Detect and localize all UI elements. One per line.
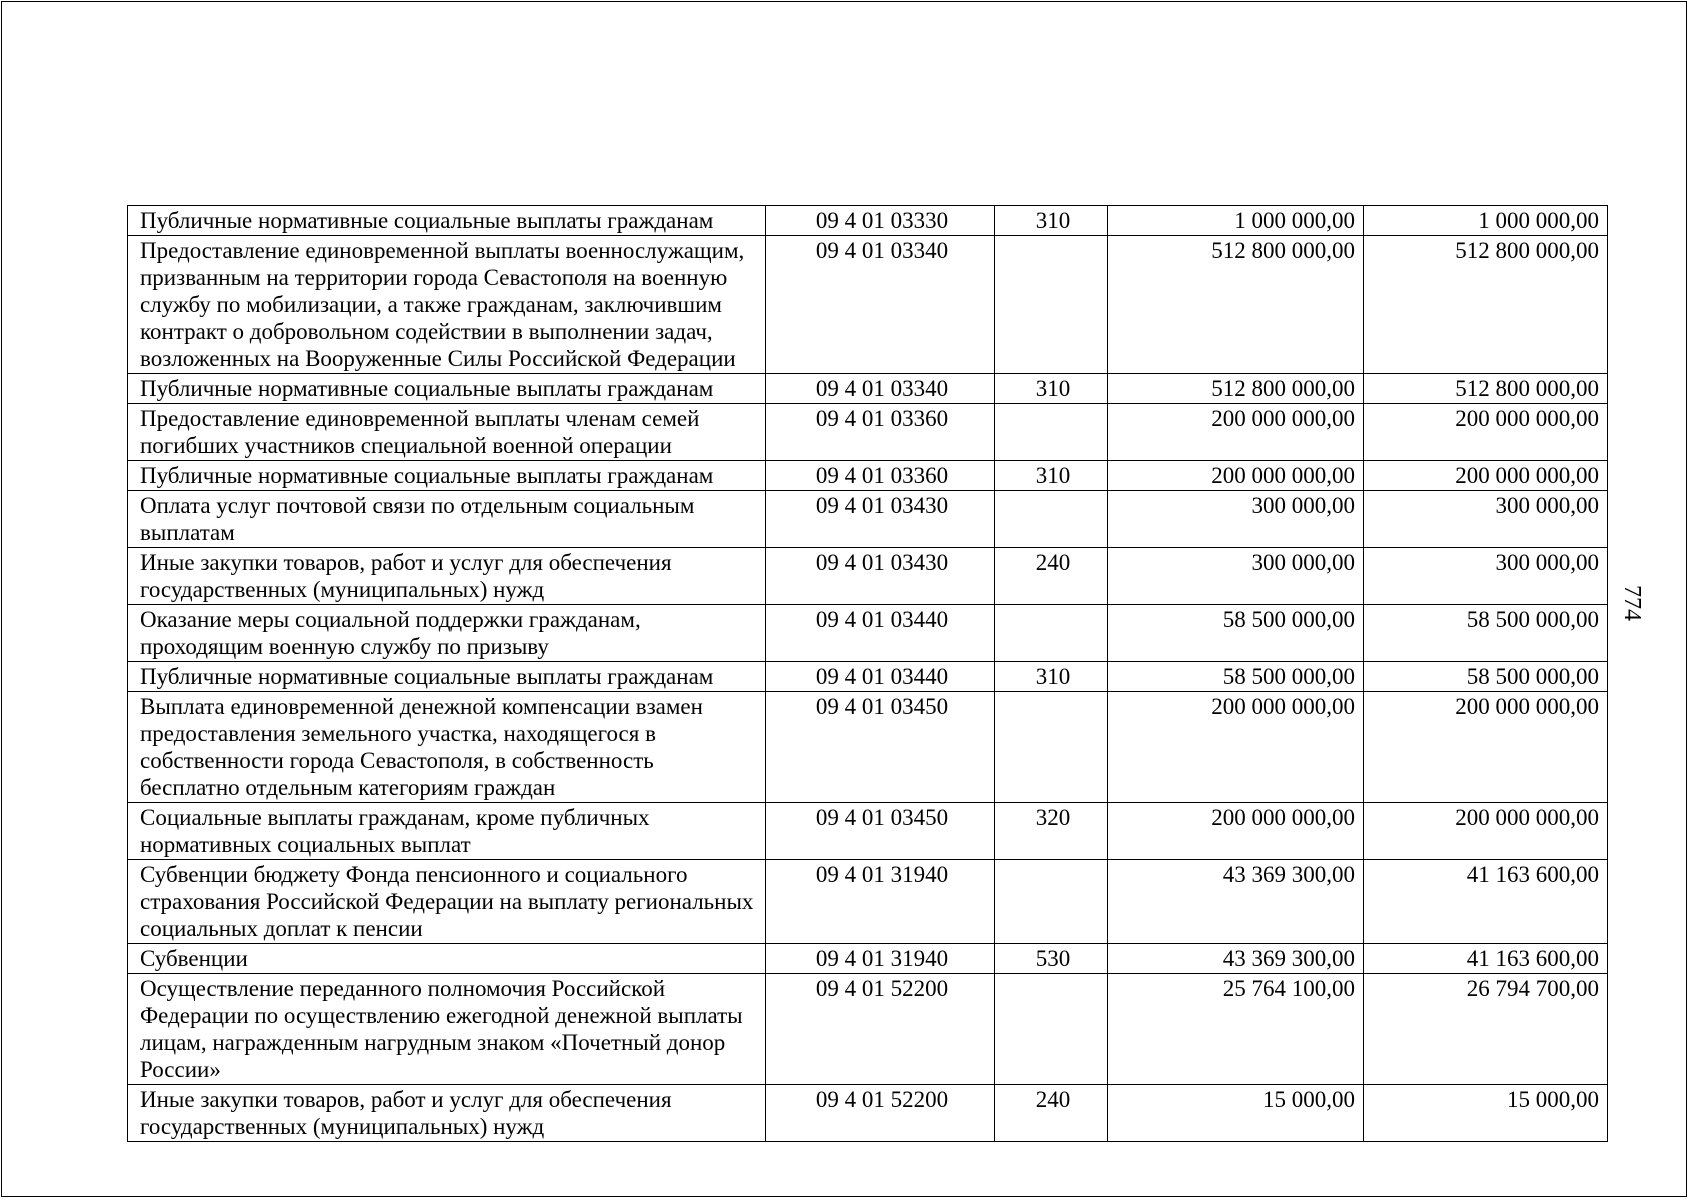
row-target-code: 09 4 01 03430 [766, 491, 995, 548]
table-row [128, 461, 1608, 491]
row-description: Оплата услуг почтовой связи по отдельным социальным выплатам [128, 491, 766, 548]
row-expense-type [995, 860, 1108, 944]
row-expense-type: 310 [995, 374, 1108, 404]
row-expense-type [995, 491, 1108, 548]
row-amount-year1: 200 000 000,00 [1108, 404, 1364, 461]
row-expense-type [995, 605, 1108, 662]
row-expense-type: 240 [995, 548, 1108, 605]
row-description: Иные закупки товаров, работ и услуг для обеспечения государственных (муниципальных) нужд [128, 1085, 766, 1142]
row-expense-type: 530 [995, 944, 1108, 974]
row-amount-year2: 41 163 600,00 [1364, 944, 1608, 974]
table-row [128, 548, 1608, 605]
row-amount-year2: 300 000,00 [1364, 491, 1608, 548]
row-target-code: 09 4 01 03450 [766, 803, 995, 860]
row-amount-year1: 15 000,00 [1108, 1085, 1364, 1142]
table-row [128, 1085, 1608, 1142]
row-amount-year1: 300 000,00 [1108, 548, 1364, 605]
row-amount-year1: 58 500 000,00 [1108, 605, 1364, 662]
row-description: Осуществление переданного полномочия Российской Федерации по осуществлению ежегодной денежной выплаты лицам, награжденным нагрудным знаком «Почетный донор России» [128, 974, 766, 1085]
row-target-code: 09 4 01 03330 [766, 206, 995, 236]
row-expense-type [995, 236, 1108, 374]
row-amount-year1: 25 764 100,00 [1108, 974, 1364, 1085]
row-amount-year1: 58 500 000,00 [1108, 662, 1364, 692]
row-amount-year1: 300 000,00 [1108, 491, 1364, 548]
row-description: Предоставление единовременной выплаты военнослужащим, призванным на территории города Севастополя на военную службу по мобилизации, а также гражданам, заключившим контракт о добровольном содействии в выполнении задач, возложенных на Вооруженные Силы Российской Федерации [128, 236, 766, 374]
row-amount-year1: 43 369 300,00 [1108, 944, 1364, 974]
budget-table-body [128, 206, 1608, 1142]
row-amount-year2: 300 000,00 [1364, 548, 1608, 605]
row-target-code: 09 4 01 31940 [766, 860, 995, 944]
row-amount-year2: 200 000 000,00 [1364, 404, 1608, 461]
row-expense-type [995, 404, 1108, 461]
row-amount-year1: 512 800 000,00 [1108, 236, 1364, 374]
row-description: Субвенции бюджету Фонда пенсионного и социального страхования Российской Федерации на выплату региональных социальных доплат к пенсии [128, 860, 766, 944]
row-amount-year2: 58 500 000,00 [1364, 662, 1608, 692]
row-amount-year2: 512 800 000,00 [1364, 374, 1608, 404]
row-target-code: 09 4 01 03340 [766, 374, 995, 404]
row-description: Предоставление единовременной выплаты членам семей погибших участников специальной военной операции [128, 404, 766, 461]
row-amount-year1: 512 800 000,00 [1108, 374, 1364, 404]
row-amount-year2: 512 800 000,00 [1364, 236, 1608, 374]
table-row [128, 236, 1608, 374]
row-description: Субвенции [128, 944, 766, 974]
row-target-code: 09 4 01 03430 [766, 548, 995, 605]
budget-table [127, 205, 1608, 1142]
page-number: 774 [1619, 585, 1645, 621]
row-target-code: 09 4 01 52200 [766, 1085, 995, 1142]
row-amount-year1: 43 369 300,00 [1108, 860, 1364, 944]
row-amount-year1: 200 000 000,00 [1108, 692, 1364, 803]
row-expense-type: 240 [995, 1085, 1108, 1142]
row-description: Публичные нормативные социальные выплаты гражданам [128, 662, 766, 692]
row-expense-type: 310 [995, 206, 1108, 236]
row-expense-type: 320 [995, 803, 1108, 860]
row-description: Социальные выплаты гражданам, кроме публичных нормативных социальных выплат [128, 803, 766, 860]
table-row [128, 944, 1608, 974]
table-row [128, 803, 1608, 860]
row-expense-type [995, 974, 1108, 1085]
row-amount-year2: 1 000 000,00 [1364, 206, 1608, 236]
table-row [128, 374, 1608, 404]
row-amount-year1: 200 000 000,00 [1108, 461, 1364, 491]
row-amount-year2: 200 000 000,00 [1364, 803, 1608, 860]
row-expense-type: 310 [995, 461, 1108, 491]
row-amount-year1: 200 000 000,00 [1108, 803, 1364, 860]
row-amount-year2: 26 794 700,00 [1364, 974, 1608, 1085]
table-row [128, 692, 1608, 803]
row-amount-year2: 58 500 000,00 [1364, 605, 1608, 662]
table-row [128, 491, 1608, 548]
row-amount-year2: 15 000,00 [1364, 1085, 1608, 1142]
table-row [128, 662, 1608, 692]
row-description: Публичные нормативные социальные выплаты гражданам [128, 374, 766, 404]
table-row [128, 860, 1608, 944]
row-amount-year1: 1 000 000,00 [1108, 206, 1364, 236]
row-target-code: 09 4 01 03360 [766, 404, 995, 461]
row-description: Оказание меры социальной поддержки гражданам, проходящим военную службу по призыву [128, 605, 766, 662]
table-row [128, 605, 1608, 662]
row-description: Иные закупки товаров, работ и услуг для обеспечения государственных (муниципальных) нужд [128, 548, 766, 605]
row-target-code: 09 4 01 03340 [766, 236, 995, 374]
row-amount-year2: 200 000 000,00 [1364, 461, 1608, 491]
row-target-code: 09 4 01 31940 [766, 944, 995, 974]
row-target-code: 09 4 01 03360 [766, 461, 995, 491]
row-target-code: 09 4 01 03450 [766, 692, 995, 803]
table-row [128, 404, 1608, 461]
table-row [128, 206, 1608, 236]
row-description: Выплата единовременной денежной компенсации взамен предоставления земельного участка, находящегося в собственности города Севастополя, в собственность бесплатно отдельным категориям граждан [128, 692, 766, 803]
row-description: Публичные нормативные социальные выплаты гражданам [128, 461, 766, 491]
table-row [128, 974, 1608, 1085]
row-expense-type [995, 692, 1108, 803]
row-target-code: 09 4 01 52200 [766, 974, 995, 1085]
row-description: Публичные нормативные социальные выплаты гражданам [128, 206, 766, 236]
row-amount-year2: 41 163 600,00 [1364, 860, 1608, 944]
row-target-code: 09 4 01 03440 [766, 605, 995, 662]
row-expense-type: 310 [995, 662, 1108, 692]
row-amount-year2: 200 000 000,00 [1364, 692, 1608, 803]
row-target-code: 09 4 01 03440 [766, 662, 995, 692]
